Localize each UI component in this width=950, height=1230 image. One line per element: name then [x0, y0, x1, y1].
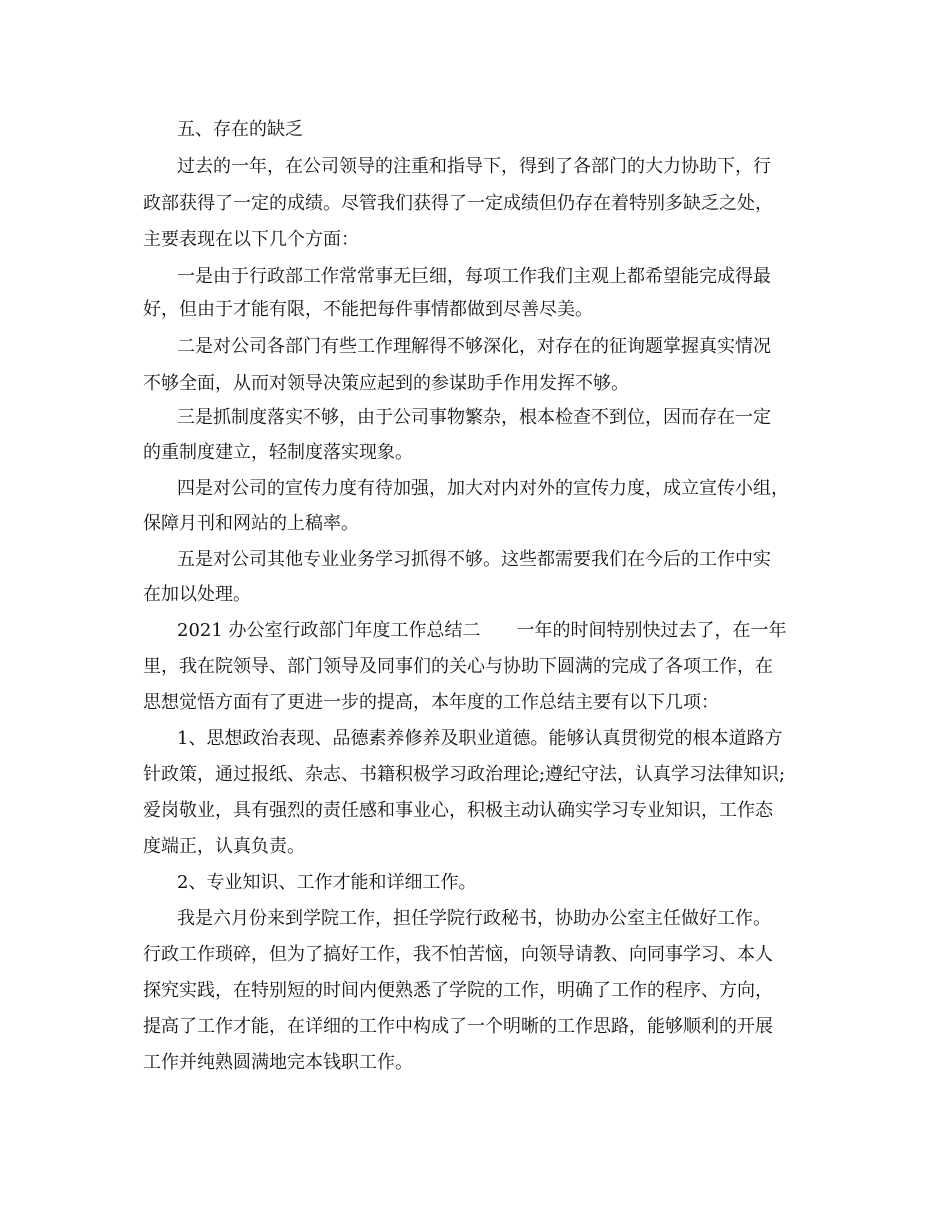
text-line: 行政工作琐碎，但为了搞好工作，我不怕苦恼，向领导请教、向同事学习、本人 — [143, 944, 773, 965]
text-line: 思想觉悟方面有了更进一步的提高，本年度的工作总结主要有以下几项： — [143, 692, 719, 713]
text-line: 在加以处理。 — [143, 584, 251, 605]
text-line: 爱岗敬业，具有强烈的责任感和事业心，积极主动认确实学习专业知识，工作态 — [143, 800, 773, 821]
text-line: 三是抓制度落实不够，由于公司事物繁杂，根本检查不到位，因而存在一定 — [177, 407, 771, 428]
text-line: 2021 办公室行政部门年度工作总结二 一年的时间特别快过去了，在一年 — [177, 620, 787, 641]
text-line: 四是对公司的宣传力度有待加强，加大对内对外的宣传力度，成立宣传小组， — [177, 478, 789, 499]
text-line: 好，但由于才能有限，不能把每件事情都做到尽善尽美。 — [143, 299, 593, 320]
section-heading: 五、存在的缺乏 — [177, 119, 303, 140]
text-line: 主要表现在以下几个方面： — [143, 229, 359, 250]
text-line: 1、思想政治表现、品德素养修养及职业道德。能够认真贯彻党的根本道路方 — [177, 728, 783, 749]
text-line: 不够全面，从而对领导决策应起到的参谋助手作用发挥不够。 — [143, 373, 629, 394]
text-line: 二是对公司各部门有些工作理解得不够深化，对存在的征询题掌握真实情况 — [177, 336, 771, 357]
text-line: 里，我在院领导、部门领导及同事们的关心与协助下圆满的完成了各项工作，在 — [143, 656, 773, 677]
text-line: 的重制度建立，轻制度落实现象。 — [143, 442, 413, 463]
text-line: 工作并纯熟圆满地完本钱职工作。 — [143, 1052, 413, 1073]
text-line: 2、专业知识、工作才能和详细工作。 — [177, 872, 477, 893]
text-line: 政部获得了一定的成绩。尽管我们获得了一定成绩但仍存在着特别多缺乏之处， — [143, 193, 773, 214]
text-line: 提高了工作才能，在详细的工作中构成了一个明晰的工作思路，能够顺利的开展 — [143, 1016, 773, 1037]
text-line: 探究实践，在特别短的时间内便熟悉了学院的工作，明确了工作的程序、方向， — [143, 980, 773, 1001]
text-line: 过去的一年，在公司领导的注重和指导下，得到了各部门的大力协助下，行 — [177, 156, 771, 177]
text-line: 一是由于行政部工作常常事无巨细，每项工作我们主观上都希望能完成得最 — [177, 266, 771, 287]
text-line: 度端正，认真负责。 — [143, 836, 305, 857]
text-line: 五是对公司其他专业业务学习抓得不够。这些都需要我们在今后的工作中实 — [177, 549, 771, 570]
text-line: 保障月刊和网站的上稿率。 — [143, 513, 359, 534]
text-line: 我是六月份来到学院工作，担任学院行政秘书，协助办公室主任做好工作。 — [177, 908, 771, 929]
text-line: 针政策，通过报纸、杂志、书籍积极学习政治理论;遵纪守法，认真学习法律知识; — [143, 764, 786, 785]
